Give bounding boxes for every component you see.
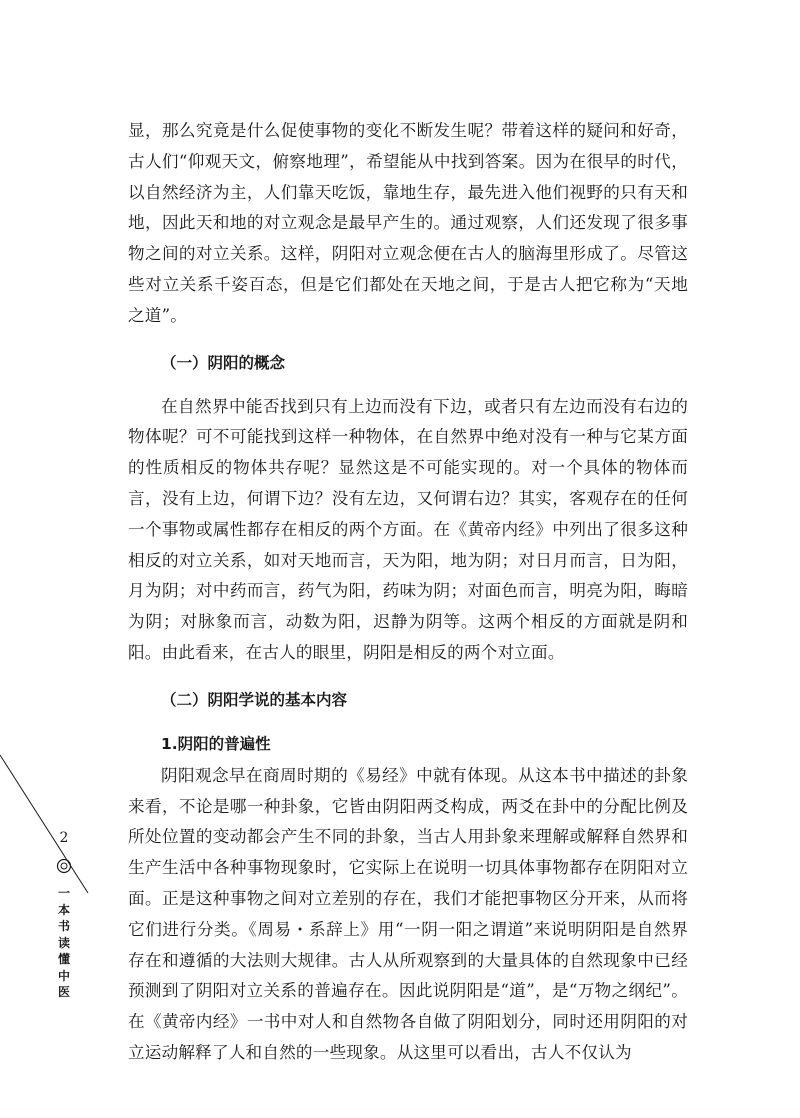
paragraph-1: 显，那么究竟是什么促使事物的变化不断发生呢？带着这样的疑问和好奇，古人们“仰观天文，俯察地理”，希望能从中找到答案。因为在很早的时代，以自然经济为主，人们靠天吃饭，靠地生存，最先进入他们视野的只有天和地，因此天和地的对立观念是最早产生的。通过观察，人们还发现了很多事物之间的对立关系。这样，阴阳对立观念便在古人的脑海里形成了。尽管这些对立关系千姿百态，但是它们都处在天地之间，于是古人把它称为“天地之道”。 (128, 121, 688, 325)
margin-diagonal-line (0, 755, 88, 893)
page-number: 2 (59, 830, 69, 846)
paragraph-3: 阴阳观念早在商周时期的《易经》中就有体现。从这本书中描述的卦象来看，不论是哪一种卦象，它皆由阴阳两爻构成，两爻在卦中的分配比例及所处位置的变动都会产生不同的卦象，当古人用卦象来理解或解释自然界和生产生活中各种事物现象时，它实际上在说明一切具体事物都存在阴阳对立面。正是这种事物之间对立差别的存在，我们才能把事物区分开来，从而将它们进行分类。《周易・系辞上》用“一阴一阳之谓道”来说明阴阳是自然界存在和遵循的大法则大规律。古人从所观察到的大量具体的自然现象中已经预测到了阴阳对立关系的普遍存在。因此说阴阳是“道”，是“万物之纲纪”。在《黄帝内经》一书中对人和自然物各自做了阴阳划分，同时还用阴阳的对立运动解释了人和自然的一些现象。从这里可以看出，古人不仅认为 (128, 765, 688, 1062)
series-char: 医 (57, 985, 70, 999)
series-char: 本 (57, 902, 70, 917)
page-body (128, 116, 688, 1069)
series-char: 中 (57, 968, 70, 983)
book-series-title (56, 885, 72, 1001)
section-heading-concept: （一）阴阳的概念 (161, 353, 286, 372)
series-char: 读 (57, 935, 70, 950)
series-char: 懂 (57, 952, 70, 966)
series-char: 书 (57, 919, 70, 933)
paragraph-2: 在自然界中能否找到只有上边而没有下边，或者只有左边而没有右边的物体呢？可不可能找到这样一种物体，在自然界中绝对没有一种与它某方面的性质相反的物体共存呢？显然这是不可能实现的。对一个具体的物体而言，没有上边，何谓下边？没有左边，又何谓右边？其实，客观存在的任何一个事物或属性都存在相反的两个方面。在《黄帝内经》中列出了很多这种相反的对立关系，如对天地而言，天为阳，地为阴；对日月而言，日为阳，月为阴；对中药而言，药气为阳，药味为阴；对面色而言，明亮为阳，晦暗为阴；对脉象而言，动数为阳，迟静为阴等。这两个相反的方面就是阴和阳。由此看来，在古人的眼里，阴阳是相反的两个对立面。 (128, 396, 688, 662)
section-heading-content: （二）阴阳学说的基本内容 (161, 690, 348, 709)
subsection-heading-universality: 1.阴阳的普遍性 (161, 734, 271, 753)
series-char: 一 (57, 886, 70, 900)
target-circle-icon (58, 860, 71, 873)
